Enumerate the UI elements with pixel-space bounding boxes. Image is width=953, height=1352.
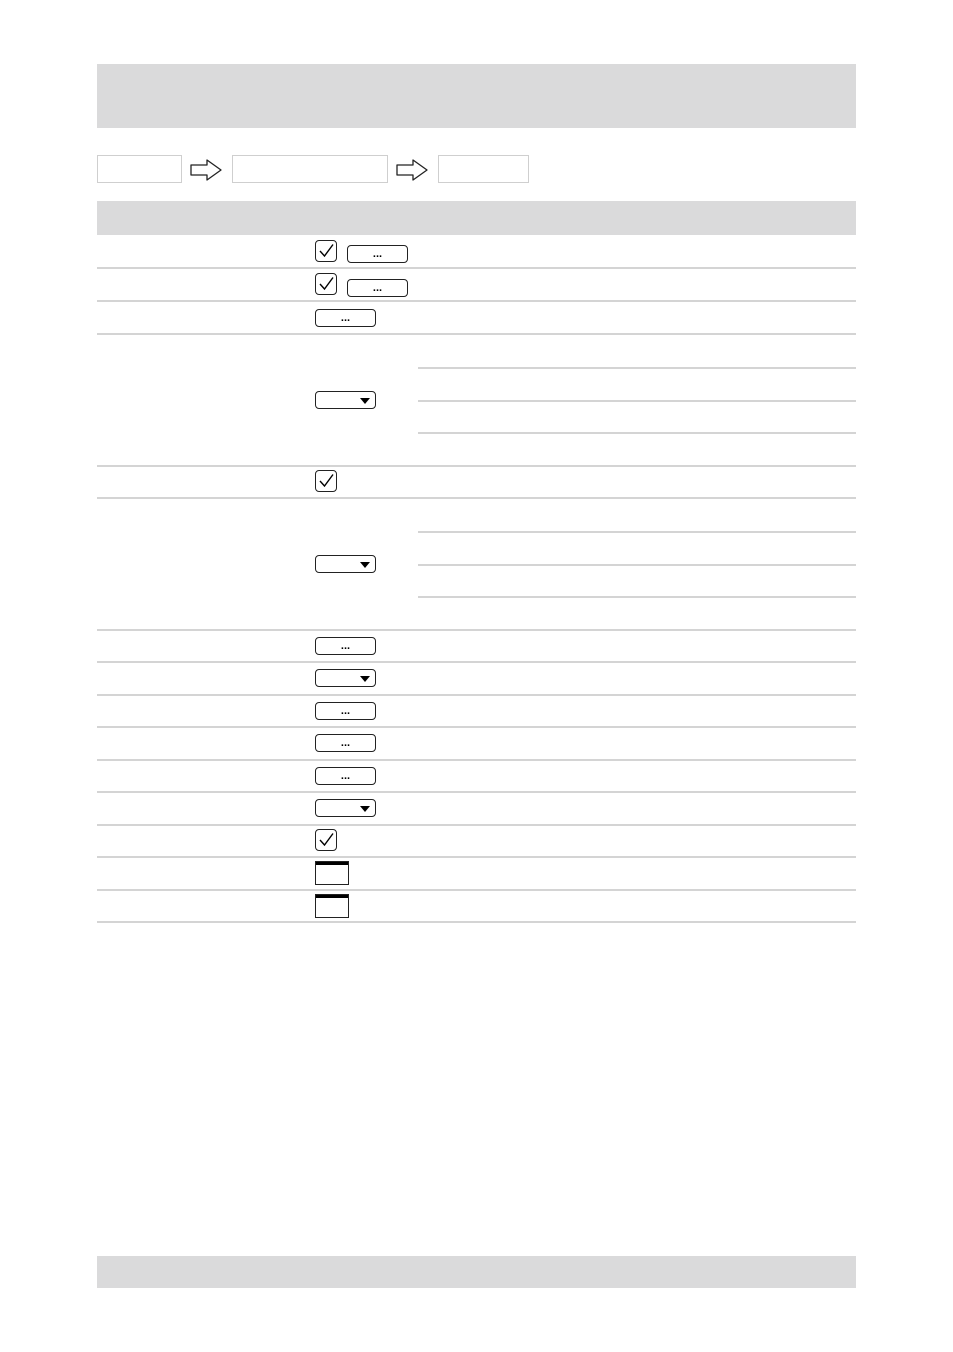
option-dropdown[interactable]	[315, 669, 376, 687]
row-divider	[97, 824, 856, 826]
breadcrumb-step-3[interactable]	[438, 155, 529, 183]
arrow-right-icon	[395, 158, 429, 182]
row-divider	[97, 333, 856, 335]
row-divider	[97, 921, 856, 923]
row-divider	[97, 889, 856, 891]
row-divider	[97, 694, 856, 696]
window-titlebar	[316, 862, 348, 865]
breadcrumb-step-2[interactable]	[232, 155, 388, 183]
arrow-right-icon	[189, 158, 223, 182]
chevron-down-icon	[360, 562, 370, 568]
browse-button[interactable]: ...	[315, 702, 376, 720]
table-header	[97, 201, 856, 235]
sub-row-divider	[418, 564, 856, 566]
row-divider	[97, 661, 856, 663]
row-divider	[97, 856, 856, 858]
option-checkbox[interactable]	[315, 829, 337, 851]
checkmark-icon	[317, 242, 335, 260]
checkmark-icon	[317, 472, 335, 490]
row-divider	[97, 267, 856, 269]
option-checkbox[interactable]	[315, 240, 337, 262]
sub-row-divider	[418, 367, 856, 369]
sub-row-divider	[418, 432, 856, 434]
option-checkbox[interactable]	[315, 273, 337, 295]
window-titlebar	[316, 895, 348, 898]
open-window-button[interactable]	[315, 861, 349, 885]
sub-row-divider	[418, 400, 856, 402]
chevron-down-icon	[360, 398, 370, 404]
row-divider	[97, 791, 856, 793]
browse-button[interactable]: ...	[315, 637, 376, 655]
browse-button[interactable]: ...	[347, 279, 408, 297]
row-divider	[97, 300, 856, 302]
open-window-button[interactable]	[315, 894, 349, 918]
chevron-down-icon	[360, 806, 370, 812]
checkmark-icon	[317, 831, 335, 849]
checkmark-icon	[317, 275, 335, 293]
browse-button[interactable]: ...	[315, 767, 376, 785]
option-dropdown[interactable]	[315, 555, 376, 573]
row-divider	[97, 759, 856, 761]
row-divider	[97, 465, 856, 467]
breadcrumb-step-1[interactable]	[97, 155, 182, 183]
sub-row-divider	[418, 596, 856, 598]
footer-band	[97, 1256, 856, 1288]
option-dropdown[interactable]	[315, 391, 376, 409]
row-divider	[97, 629, 856, 631]
header-band	[97, 64, 856, 128]
browse-button[interactable]: ...	[315, 734, 376, 752]
row-divider	[97, 726, 856, 728]
option-dropdown[interactable]	[315, 799, 376, 817]
row-divider	[97, 497, 856, 499]
chevron-down-icon	[360, 676, 370, 682]
browse-button[interactable]: ...	[347, 245, 408, 263]
browse-button[interactable]: ...	[315, 309, 376, 327]
option-checkbox[interactable]	[315, 470, 337, 492]
sub-row-divider	[418, 531, 856, 533]
